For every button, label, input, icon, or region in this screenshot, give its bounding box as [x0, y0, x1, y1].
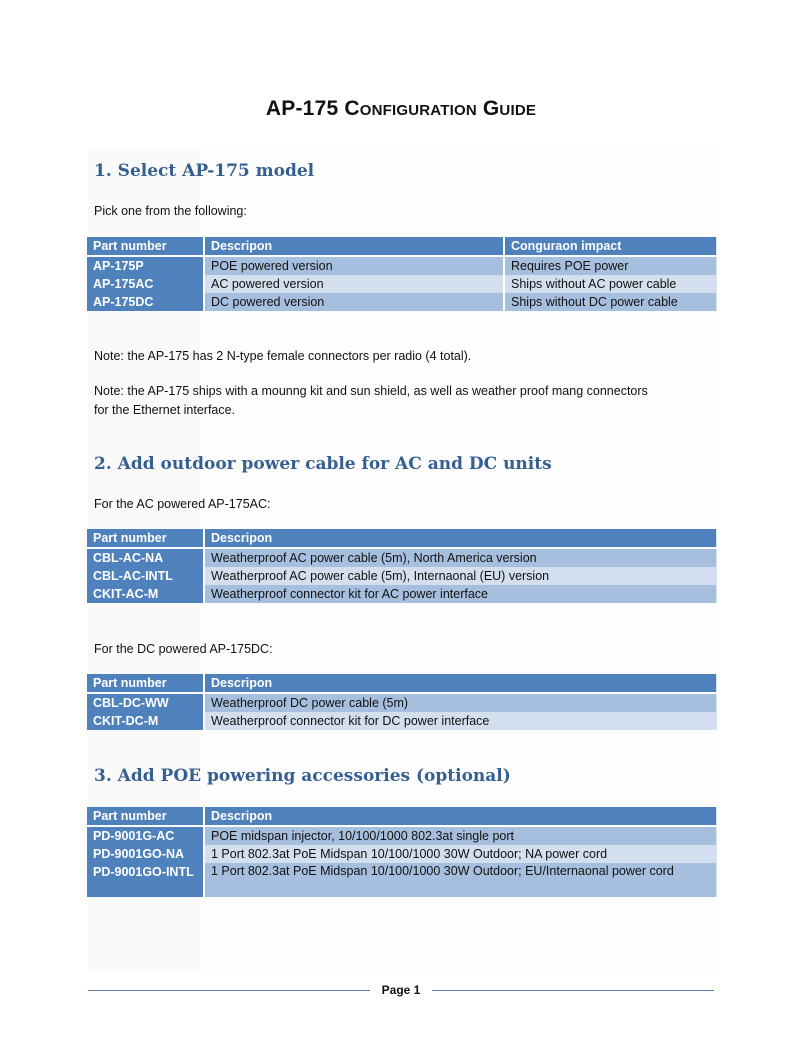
config-impact: Requires POE power	[505, 257, 717, 275]
description: Weatherproof connector kit for DC power interface	[205, 712, 717, 730]
description: Weatherproof DC power cable (5m)	[205, 694, 717, 712]
table-header-row	[87, 807, 717, 827]
title-rest: Configuration Guide	[344, 97, 537, 120]
part-number: PD-9001GO-INTL	[87, 863, 205, 897]
part-number: AP-175AC	[87, 275, 205, 293]
header-description: Descripon	[205, 674, 717, 694]
section-1-intro: Pick one from the following:	[94, 204, 247, 218]
header-description: Descripon	[205, 237, 505, 257]
description: POE midspan injector, 10/100/1000 802.3at single port	[205, 827, 717, 845]
dc-cable-table	[87, 674, 717, 730]
header-part-number: Part number	[87, 807, 205, 827]
ac-intro: For the AC powered AP-175AC:	[94, 497, 271, 511]
table-row	[87, 567, 717, 585]
table-row	[87, 257, 717, 275]
table-row	[87, 694, 717, 712]
part-number: PD-9001G-AC	[87, 827, 205, 845]
description: 1 Port 802.3at PoE Midspan 10/100/1000 30W Outdoor; EU/Internaonal power cord	[205, 863, 717, 897]
description: DC powered version	[205, 293, 505, 311]
table-row	[87, 293, 717, 311]
note-mounting-line-2: for the Ethernet interface.	[94, 403, 236, 417]
table-row	[87, 863, 717, 897]
part-number: AP-175DC	[87, 293, 205, 311]
table-row	[87, 845, 717, 863]
note-connectors: Note: the AP-175 has 2 N-type female connectors per radio (4 total).	[94, 349, 472, 363]
section-2-heading: 2. Add outdoor power cable for AC and DC units	[94, 454, 552, 474]
header-description: Descripon	[205, 807, 717, 827]
description: Weatherproof AC power cable (5m), Internaonal (EU) version	[205, 567, 717, 585]
part-number: CBL-DC-WW	[87, 694, 205, 712]
ac-cable-table	[87, 529, 717, 603]
part-number: CBL-AC-NA	[87, 549, 205, 567]
page-number: Page 1	[381, 983, 421, 997]
title-main: AP-175	[265, 97, 339, 120]
table-row	[87, 549, 717, 567]
document-title	[0, 97, 802, 121]
part-number: CBL-AC-INTL	[87, 567, 205, 585]
header-part-number: Part number	[87, 674, 205, 694]
section-1-heading: 1. Select AP-175 model	[94, 161, 315, 181]
header-part-number: Part number	[87, 237, 205, 257]
part-number: PD-9001GO-NA	[87, 845, 205, 863]
table-row	[87, 275, 717, 293]
description: Weatherproof AC power cable (5m), North America version	[205, 549, 717, 567]
description: POE powered version	[205, 257, 505, 275]
table-header-row	[87, 529, 717, 549]
part-number: AP-175P	[87, 257, 205, 275]
part-number: CKIT-DC-M	[87, 712, 205, 730]
part-number: CKIT-AC-M	[87, 585, 205, 603]
model-table	[87, 237, 717, 311]
dc-intro: For the DC powered AP-175DC:	[94, 642, 273, 656]
table-header-row	[87, 237, 717, 257]
section-3-heading: 3. Add POE powering accessories (optional)	[94, 766, 511, 786]
config-impact: Ships without AC power cable	[505, 275, 717, 293]
header-description: Descripon	[205, 529, 717, 549]
config-impact: Ships without DC power cable	[505, 293, 717, 311]
note-mounting-line-1: Note: the AP-175 ships with a mounng kit and sun shield, as well as weather proof mang connectors	[94, 384, 648, 398]
header-config-impact: Conguraon impact	[505, 237, 717, 257]
table-row	[87, 585, 717, 603]
description: Weatherproof connector kit for AC power interface	[205, 585, 717, 603]
table-row	[87, 827, 717, 845]
poe-accessories-table	[87, 807, 717, 897]
table-row	[87, 712, 717, 730]
description: 1 Port 802.3at PoE Midspan 10/100/1000 30W Outdoor; NA power cord	[205, 845, 717, 863]
header-part-number: Part number	[87, 529, 205, 549]
description: AC powered version	[205, 275, 505, 293]
table-header-row	[87, 674, 717, 694]
